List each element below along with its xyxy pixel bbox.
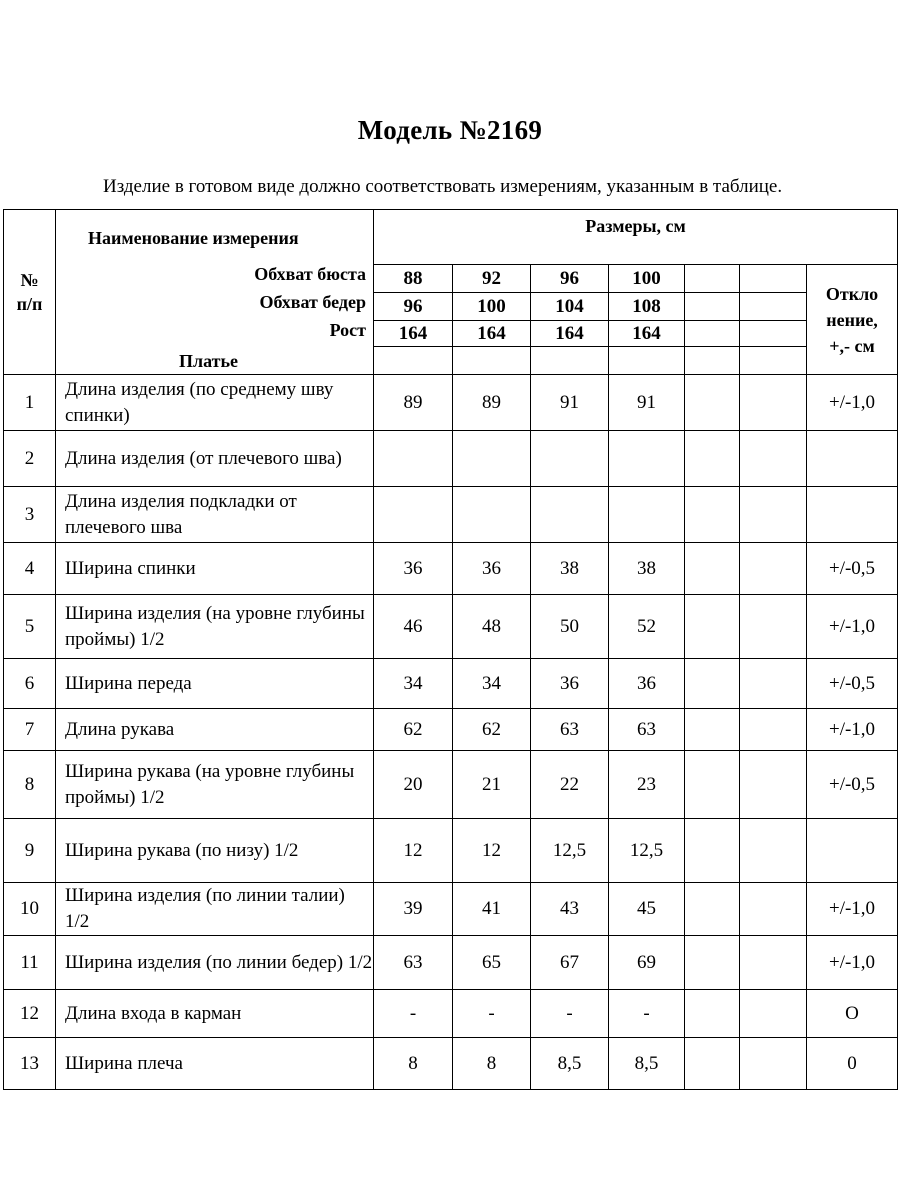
height-size-3: 164 xyxy=(531,321,609,347)
size-value-1: 12 xyxy=(374,819,453,883)
measure-label-hips: Обхват бедер xyxy=(259,292,366,312)
height-size-2: 164 xyxy=(453,321,531,347)
deviation-value: +/-1,0 xyxy=(807,375,898,431)
size-value-3: 38 xyxy=(531,543,609,595)
deviation-value: +/-1,0 xyxy=(807,936,898,990)
size-value-2: 62 xyxy=(453,709,531,751)
size-value-3: - xyxy=(531,990,609,1038)
size-value-3: 43 xyxy=(531,883,609,936)
size-value-5 xyxy=(685,595,740,659)
size-value-2 xyxy=(453,431,531,487)
size-value-3 xyxy=(531,431,609,487)
table-body xyxy=(4,210,898,1090)
hips-size-5 xyxy=(685,293,740,321)
size-value-6 xyxy=(740,819,807,883)
size-value-3 xyxy=(531,487,609,543)
table-row xyxy=(4,990,898,1038)
row-number: 11 xyxy=(4,936,56,990)
measurement-name: Ширина переда xyxy=(56,659,374,709)
deviation-value: +/-1,0 xyxy=(807,883,898,936)
deviation-value xyxy=(807,431,898,487)
size-value-4: 38 xyxy=(609,543,685,595)
deviation-header-cell xyxy=(807,265,898,375)
table-row xyxy=(4,487,898,543)
garment-size-4 xyxy=(609,347,685,375)
size-value-1: 46 xyxy=(374,595,453,659)
table-row xyxy=(4,936,898,990)
measurement-name: Длина изделия (по среднему шву спинки) xyxy=(56,375,374,431)
size-value-3: 67 xyxy=(531,936,609,990)
size-value-6 xyxy=(740,883,807,936)
size-value-6 xyxy=(740,659,807,709)
size-value-5 xyxy=(685,431,740,487)
size-value-4: 23 xyxy=(609,751,685,819)
table-row xyxy=(4,819,898,883)
row-number: 2 xyxy=(4,431,56,487)
size-value-2: 21 xyxy=(453,751,531,819)
document-title: Модель №2169 xyxy=(357,115,543,145)
bust-size-5 xyxy=(685,265,740,293)
size-value-2: 65 xyxy=(453,936,531,990)
size-value-4: 63 xyxy=(609,709,685,751)
bust-size-6 xyxy=(740,265,807,293)
size-value-2: 36 xyxy=(453,543,531,595)
deviation-value: +/-0,5 xyxy=(807,659,898,709)
size-value-4 xyxy=(609,431,685,487)
size-value-6 xyxy=(740,431,807,487)
measure-label-bust: Обхват бюста xyxy=(254,264,366,284)
size-value-5 xyxy=(685,883,740,936)
row-number: 6 xyxy=(4,659,56,709)
size-value-3: 8,5 xyxy=(531,1038,609,1090)
garment-size-1 xyxy=(374,347,453,375)
size-value-4: 45 xyxy=(609,883,685,936)
document-subtitle: Изделие в готовом виде должно соответствовать измерениям, указанным в таблице. xyxy=(103,176,783,197)
row-number: 3 xyxy=(4,487,56,543)
size-value-1: 8 xyxy=(374,1038,453,1090)
size-value-3: 22 xyxy=(531,751,609,819)
size-value-2: 34 xyxy=(453,659,531,709)
hips-size-6 xyxy=(740,293,807,321)
size-value-5 xyxy=(685,1038,740,1090)
size-value-3: 91 xyxy=(531,375,609,431)
size-value-5 xyxy=(685,709,740,751)
hips-size-2: 100 xyxy=(453,293,531,321)
measurement-name: Ширина изделия (на уровне глубины проймы) 1/2 xyxy=(56,595,374,659)
size-value-5 xyxy=(685,936,740,990)
size-value-6 xyxy=(740,595,807,659)
measurement-name: Длина входа в карман xyxy=(56,990,374,1038)
deviation-value: +/-0,5 xyxy=(807,543,898,595)
deviation-header-line3: +,- см xyxy=(829,335,875,356)
row-number: 9 xyxy=(4,819,56,883)
size-value-6 xyxy=(740,487,807,543)
measurement-name: Ширина рукава (на уровне глубины проймы) 1/2 xyxy=(56,751,374,819)
deviation-value: О xyxy=(807,990,898,1038)
table-row xyxy=(4,751,898,819)
row-number: 1 xyxy=(4,375,56,431)
measurement-name: Длина изделия (от плечевого шва) xyxy=(56,431,374,487)
table-row xyxy=(4,659,898,709)
size-value-1: 36 xyxy=(374,543,453,595)
deviation-value: +/-1,0 xyxy=(807,595,898,659)
size-value-2: 12 xyxy=(453,819,531,883)
table-row xyxy=(4,375,898,431)
size-value-6 xyxy=(740,543,807,595)
size-value-1: 39 xyxy=(374,883,453,936)
hips-size-4: 108 xyxy=(609,293,685,321)
measurements-table xyxy=(3,209,898,1090)
size-value-1: 89 xyxy=(374,375,453,431)
height-size-6 xyxy=(740,321,807,347)
measurement-name: Ширина рукава (по низу) 1/2 xyxy=(56,819,374,883)
size-value-2: - xyxy=(453,990,531,1038)
name-header-cell xyxy=(56,210,374,375)
table-row xyxy=(4,709,898,751)
table-row xyxy=(4,883,898,936)
size-value-4: 36 xyxy=(609,659,685,709)
bust-size-3: 96 xyxy=(531,265,609,293)
header-row-sizes xyxy=(4,210,898,265)
size-value-6 xyxy=(740,1038,807,1090)
deviation-value xyxy=(807,819,898,883)
deviation-header-line1: Откло xyxy=(825,283,879,304)
size-value-5 xyxy=(685,375,740,431)
measurement-name: Ширина изделия (по линии бедер) 1/2 xyxy=(56,936,374,990)
deviation-value: +/-0,5 xyxy=(807,751,898,819)
size-value-2: 41 xyxy=(453,883,531,936)
size-value-6 xyxy=(740,936,807,990)
table-row xyxy=(4,1038,898,1090)
table-row xyxy=(4,431,898,487)
size-value-4 xyxy=(609,487,685,543)
size-value-5 xyxy=(685,659,740,709)
table-row xyxy=(4,543,898,595)
size-value-4: - xyxy=(609,990,685,1038)
size-value-5 xyxy=(685,487,740,543)
size-value-1 xyxy=(374,487,453,543)
np-header-cell xyxy=(4,210,56,375)
measurement-name: Длина изделия подкладки от плечевого шва xyxy=(56,487,374,543)
bust-size-2: 92 xyxy=(453,265,531,293)
hips-size-3: 104 xyxy=(531,293,609,321)
height-size-5 xyxy=(685,321,740,347)
name-header-label: Наименование измерения xyxy=(88,228,299,248)
table-row xyxy=(4,595,898,659)
garment-size-6 xyxy=(740,347,807,375)
size-value-3: 63 xyxy=(531,709,609,751)
measurement-name: Ширина плеча xyxy=(56,1038,374,1090)
size-value-4: 8,5 xyxy=(609,1038,685,1090)
size-value-3: 50 xyxy=(531,595,609,659)
size-value-2: 89 xyxy=(453,375,531,431)
np-header-line1: № xyxy=(20,270,39,290)
bust-size-4: 100 xyxy=(609,265,685,293)
height-size-1: 164 xyxy=(374,321,453,347)
size-value-5 xyxy=(685,819,740,883)
size-value-4: 91 xyxy=(609,375,685,431)
measurement-name: Ширина изделия (по линии талии) 1/2 xyxy=(56,883,374,936)
size-value-5 xyxy=(685,751,740,819)
np-header-line2: п/п xyxy=(16,294,43,314)
deviation-value xyxy=(807,487,898,543)
size-value-4: 52 xyxy=(609,595,685,659)
size-value-1: - xyxy=(374,990,453,1038)
size-value-2: 48 xyxy=(453,595,531,659)
size-value-6 xyxy=(740,751,807,819)
size-value-6 xyxy=(740,990,807,1038)
size-value-5 xyxy=(685,543,740,595)
row-number: 10 xyxy=(4,883,56,936)
size-value-5 xyxy=(685,990,740,1038)
deviation-value: 0 xyxy=(807,1038,898,1090)
row-number: 4 xyxy=(4,543,56,595)
size-value-1: 34 xyxy=(374,659,453,709)
row-number: 7 xyxy=(4,709,56,751)
row-number: 8 xyxy=(4,751,56,819)
sizes-header: Размеры, см xyxy=(374,210,898,265)
garment-size-2 xyxy=(453,347,531,375)
garment-size-3 xyxy=(531,347,609,375)
hips-size-1: 96 xyxy=(374,293,453,321)
size-value-6 xyxy=(740,709,807,751)
measure-label-height: Рост xyxy=(329,320,366,340)
measurement-name: Ширина спинки xyxy=(56,543,374,595)
size-value-1: 20 xyxy=(374,751,453,819)
size-value-4: 12,5 xyxy=(609,819,685,883)
row-number: 12 xyxy=(4,990,56,1038)
size-value-1 xyxy=(374,431,453,487)
garment-label: Платье xyxy=(179,351,238,371)
garment-size-5 xyxy=(685,347,740,375)
row-number: 5 xyxy=(4,595,56,659)
size-value-6 xyxy=(740,375,807,431)
size-value-1: 62 xyxy=(374,709,453,751)
height-size-4: 164 xyxy=(609,321,685,347)
size-value-3: 36 xyxy=(531,659,609,709)
deviation-header-line2: нение, xyxy=(826,309,878,330)
measurement-name: Длина рукава xyxy=(56,709,374,751)
size-value-2: 8 xyxy=(453,1038,531,1090)
deviation-value: +/-1,0 xyxy=(807,709,898,751)
bust-size-1: 88 xyxy=(374,265,453,293)
size-value-3: 12,5 xyxy=(531,819,609,883)
size-value-1: 63 xyxy=(374,936,453,990)
size-value-4: 69 xyxy=(609,936,685,990)
row-number: 13 xyxy=(4,1038,56,1090)
size-value-2 xyxy=(453,487,531,543)
